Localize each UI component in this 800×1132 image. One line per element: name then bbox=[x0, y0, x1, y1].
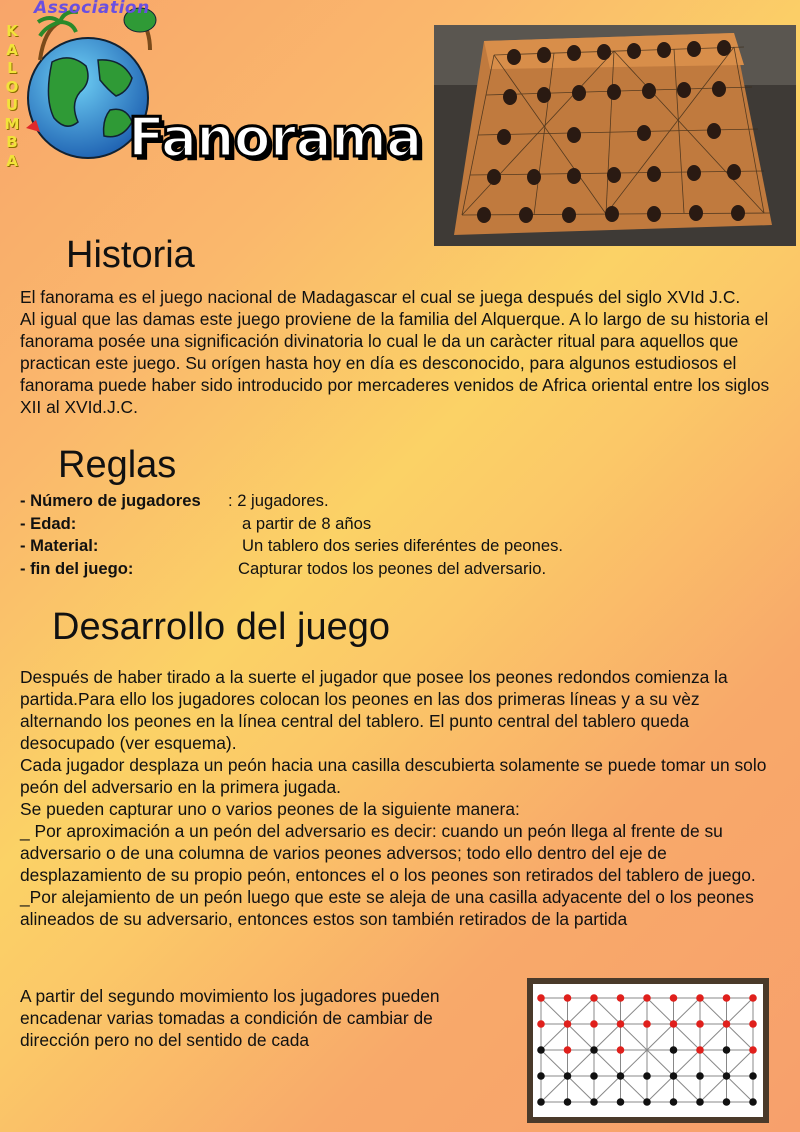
black-piece bbox=[537, 1072, 545, 1080]
logo-letter: M bbox=[4, 114, 20, 133]
rules-list bbox=[20, 490, 720, 580]
red-piece bbox=[643, 994, 651, 1002]
red-piece bbox=[643, 1020, 651, 1028]
page-title: Fanorama bbox=[128, 106, 422, 169]
rule-value: a partir de 8 años bbox=[242, 513, 372, 533]
black-piece bbox=[617, 1072, 625, 1080]
black-piece bbox=[590, 1046, 598, 1054]
black-piece bbox=[670, 1046, 678, 1054]
heading-reglas: Reglas bbox=[58, 444, 177, 486]
historia-text: El fanorama es el juego nacional de Madagascar el cual se juega después del siglo XVId J.C. Al igual que las damas este juego proviene de la familia del Alquerque. A lo largo de su historia el fanorama posée una significación divinatoria lo cual le da un caràcter ritual para aquellos que practican este juego. Su orígen hasta hoy en día es desconocido, para algunos estudiosos el fanorama puede haber sido introducido por mercaderes venidos de Africa oriental entre los siglos XII al XVId.J.C. bbox=[20, 287, 770, 417]
heading-desarrollo: Desarrollo del juego bbox=[52, 606, 390, 648]
red-piece bbox=[537, 1020, 545, 1028]
black-piece bbox=[670, 1072, 678, 1080]
board-diagram-svg bbox=[527, 978, 769, 1123]
logo-letter: K bbox=[6, 22, 18, 40]
black-piece bbox=[564, 1072, 572, 1080]
red-piece bbox=[617, 1020, 625, 1028]
logo-letter: O bbox=[5, 77, 19, 96]
logo-letter: U bbox=[5, 96, 19, 114]
logo-letter: B bbox=[6, 133, 18, 151]
red-piece bbox=[723, 994, 731, 1002]
rule-label: - Número de jugadores bbox=[20, 491, 201, 510]
red-piece bbox=[696, 1020, 704, 1028]
black-piece bbox=[670, 1098, 678, 1106]
rule-value: : 2 jugadores. bbox=[228, 491, 329, 510]
red-piece bbox=[564, 1046, 572, 1054]
black-piece bbox=[564, 1098, 572, 1106]
red-piece bbox=[749, 994, 757, 1002]
red-piece bbox=[537, 994, 545, 1002]
red-piece bbox=[564, 994, 572, 1002]
heading-historia: Historia bbox=[66, 234, 195, 276]
desarrollo-text-continued: A partir del segundo movimiento los jugadores pueden encadenar varias tomadas a condición de cambiar de dirección pero no del sentido de cada bbox=[20, 986, 440, 1050]
red-piece bbox=[696, 1046, 704, 1054]
red-piece bbox=[617, 994, 625, 1002]
black-piece bbox=[723, 1098, 731, 1106]
red-piece bbox=[670, 994, 678, 1002]
red-piece bbox=[670, 1020, 678, 1028]
red-piece bbox=[723, 1020, 731, 1028]
black-piece bbox=[537, 1098, 545, 1106]
red-piece bbox=[590, 994, 598, 1002]
rule-value: Capturar todos los peones del adversario. bbox=[238, 558, 547, 578]
red-piece bbox=[749, 1020, 757, 1028]
rule-row bbox=[20, 513, 720, 536]
kaloumba-vertical-text bbox=[4, 22, 20, 170]
rule-value: Un tablero dos series diferéntes de peones. bbox=[242, 536, 564, 555]
black-piece bbox=[749, 1072, 757, 1080]
rule-row bbox=[20, 535, 720, 558]
black-piece bbox=[643, 1098, 651, 1106]
red-piece bbox=[590, 1020, 598, 1028]
red-piece bbox=[696, 994, 704, 1002]
logo-letter: A bbox=[6, 151, 18, 170]
black-piece bbox=[537, 1046, 545, 1054]
black-piece bbox=[617, 1098, 625, 1106]
black-piece bbox=[696, 1098, 704, 1106]
black-piece bbox=[643, 1072, 651, 1080]
desarrollo-text: Después de haber tirado a la suerte el jugador que posee los peones redondos comienza la partida.Para ello los jugadores colocan los peones en las dos primeras líneas y a su vèz alternando los peones en la línea central del tablero. El punto central del tablero queda desocupado (ver esquema). Cada jugador desplaza un peón hacia una casilla descubierta solamente se puede tomar un solo peón del adversario en la primera jugada. Se pueden capturar uno o varios peones de la siguiente manera: _ Por aproximación a un peón del adversario es decir: cuando un peón llega al frente de su adversario o de una columna de varios peones adversos; todo ello dentro del eje de desplazamiento de su propio peón, entonces el o los peones son retirados del tablero de juego. _Por alejamiento de un peón luego que este se aleja de una casilla adyacente del o los peones alineados de su adversario, entonces estos son también retirados de la partida bbox=[20, 667, 767, 929]
black-piece bbox=[590, 1072, 598, 1080]
association-label: Association bbox=[34, 0, 150, 18]
black-piece bbox=[723, 1046, 731, 1054]
black-piece bbox=[590, 1098, 598, 1106]
red-piece bbox=[749, 1046, 757, 1054]
board-photo bbox=[434, 25, 796, 246]
black-piece bbox=[696, 1072, 704, 1080]
rule-label: - fin del juego: bbox=[20, 558, 134, 578]
red-piece bbox=[564, 1020, 572, 1028]
logo-letter: L bbox=[7, 59, 17, 77]
logo-letter: A bbox=[6, 40, 18, 59]
black-piece bbox=[723, 1072, 731, 1080]
red-piece bbox=[617, 1046, 625, 1054]
rule-label: - Material: bbox=[20, 536, 99, 555]
board-diagram bbox=[527, 978, 769, 1123]
rule-row bbox=[20, 490, 720, 513]
rule-label: - Edad: bbox=[20, 513, 77, 533]
rule-row bbox=[20, 558, 720, 581]
black-piece bbox=[749, 1098, 757, 1106]
